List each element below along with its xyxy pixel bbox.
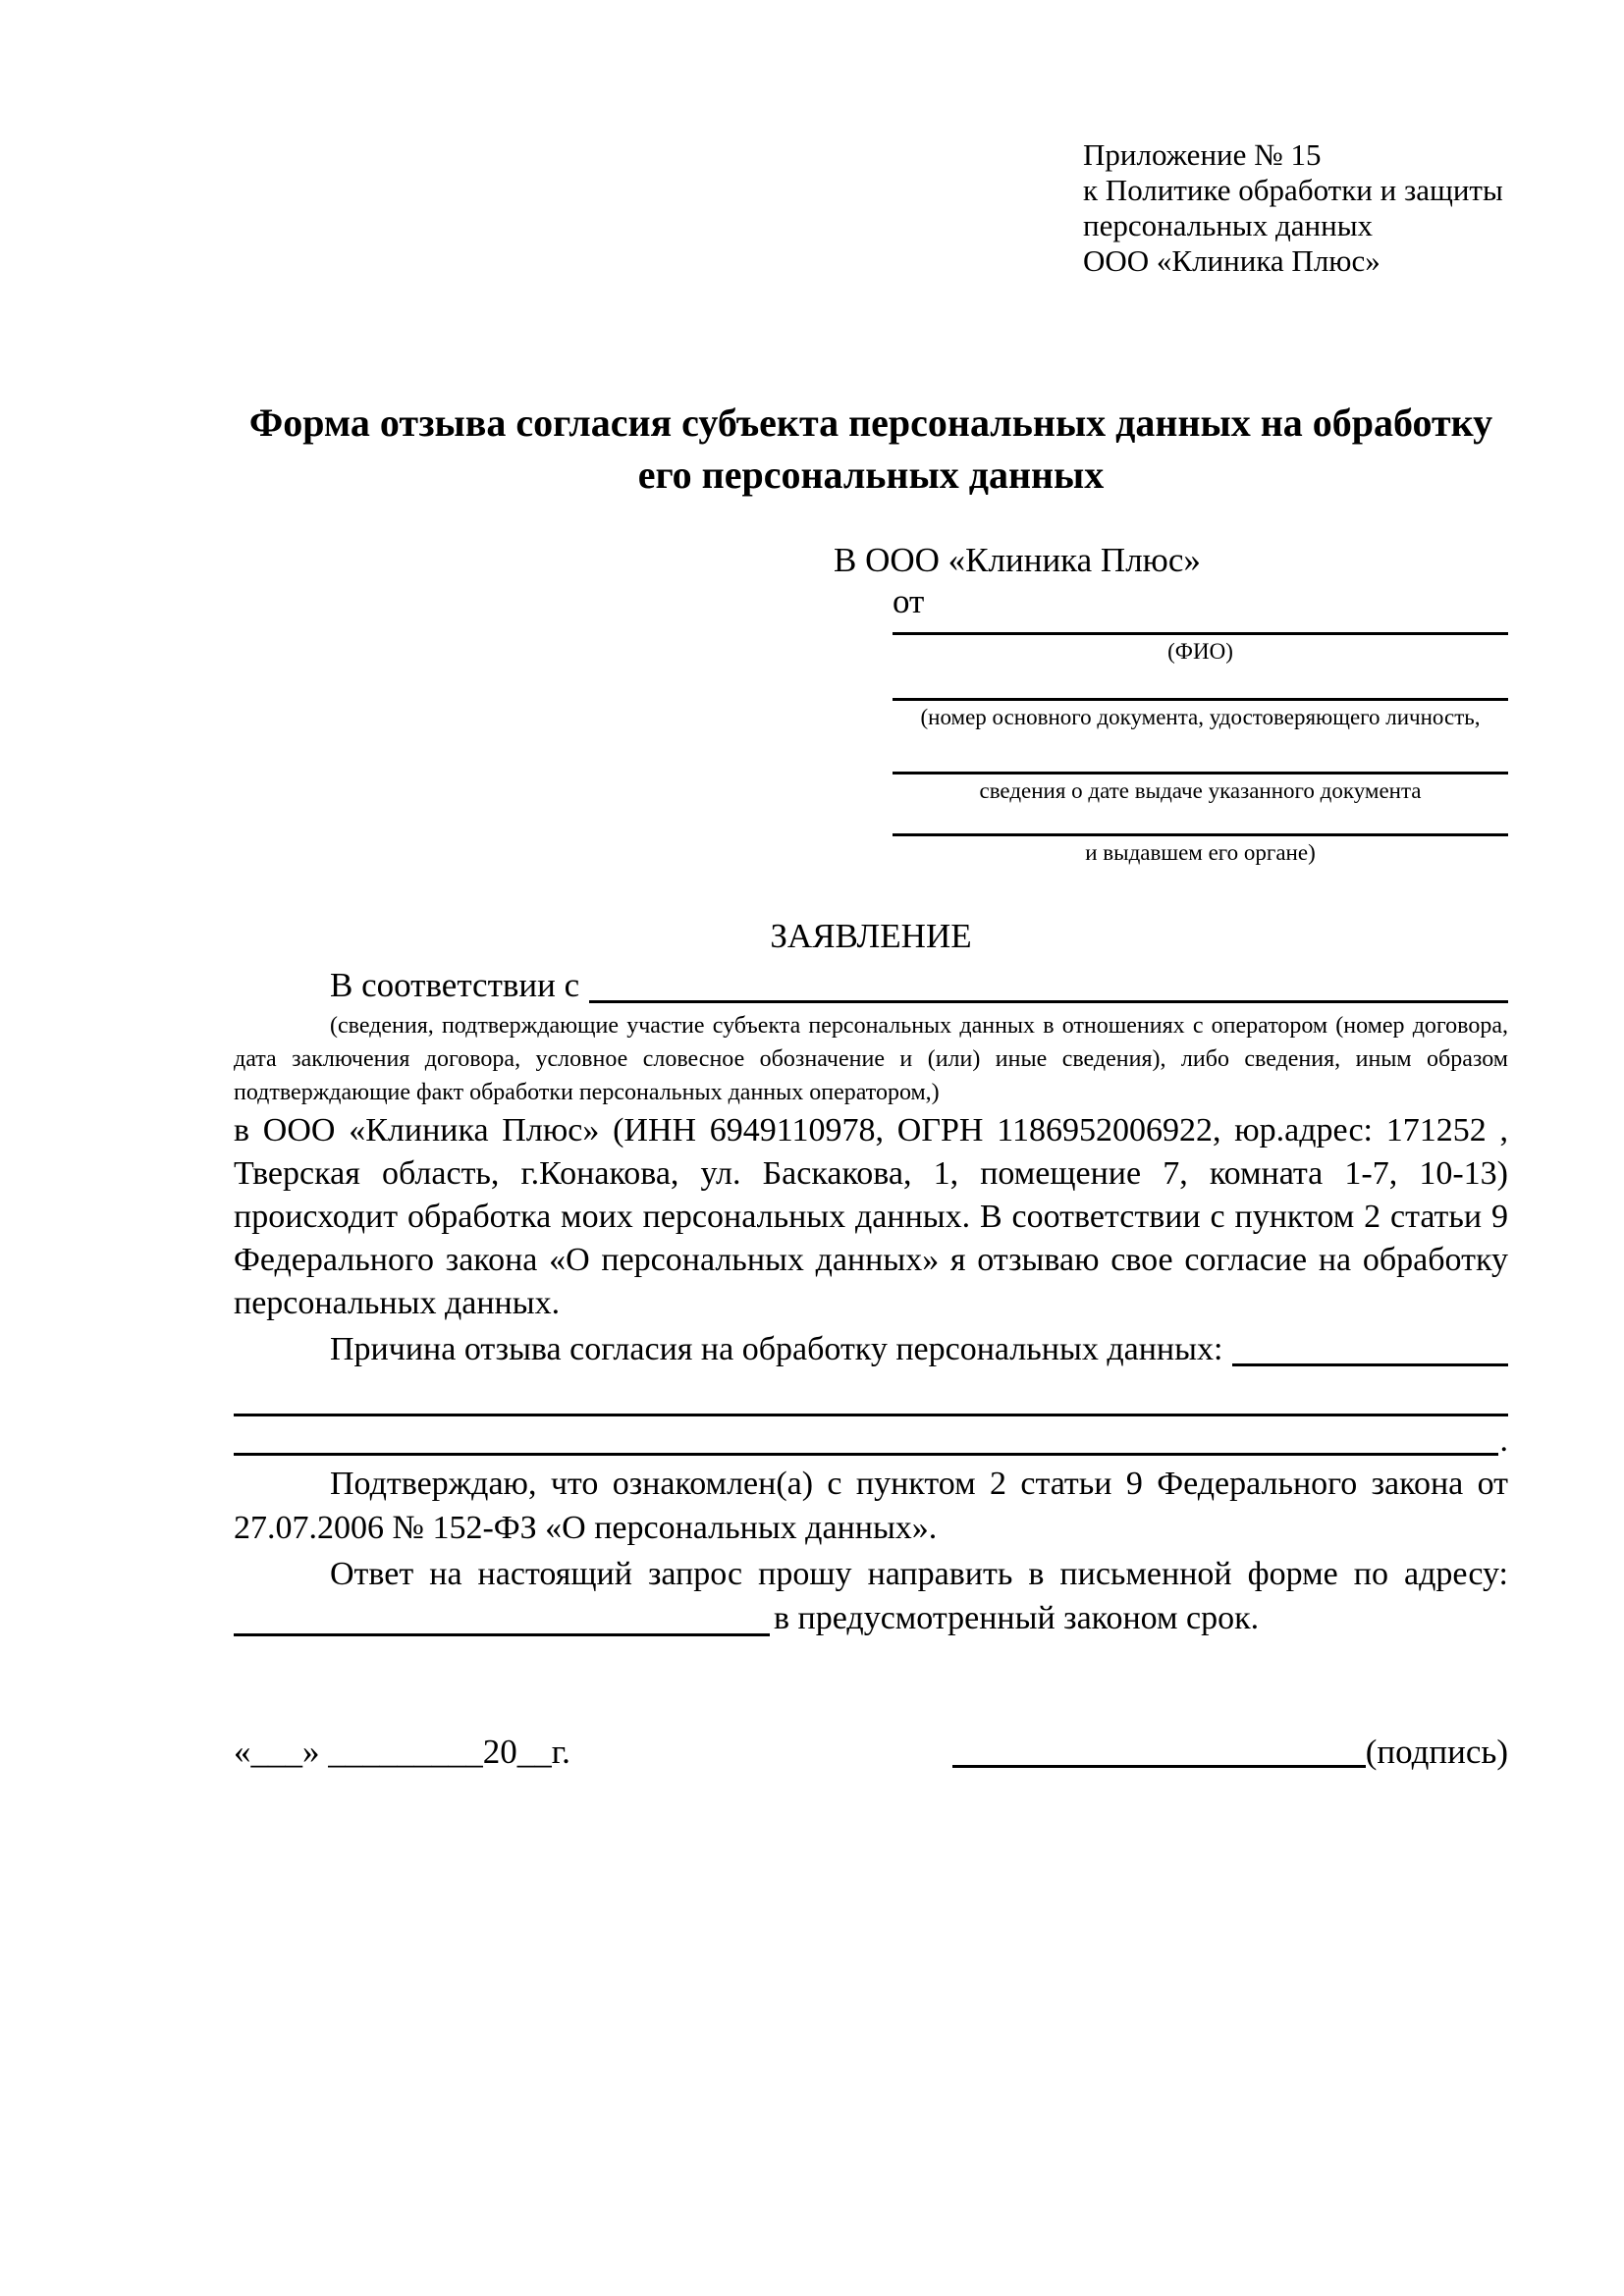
document-title: Форма отзыва согласия субъекта персональных данных на обработку его персональных данных [248, 400, 1493, 497]
addressee-to-line: В ООО «Клиника Плюс» [834, 541, 1201, 579]
issuing-authority-blank [893, 806, 1508, 868]
reason-continuation-line1 [234, 1372, 1508, 1416]
fio-blank-line [893, 622, 1508, 635]
signature-row [234, 1731, 1508, 1774]
identity-document-caption: (номер основного документа, удостоверяющего личность, [920, 705, 1481, 729]
reply-address-blank-line [234, 1633, 770, 1636]
issuing-authority-blank-line [893, 806, 1508, 836]
appendix-header [1083, 137, 1508, 279]
signature-blank-line [952, 1765, 1366, 1768]
date-blank-line: «___» _________20__г. [234, 1733, 570, 1771]
fio-caption: (ФИО) [1167, 639, 1233, 664]
reason-row [234, 1327, 1508, 1372]
issuing-authority-caption: и выдавшем его органе) [1085, 840, 1316, 865]
organization-name-line: ООО «Клиника Плюс» [1083, 243, 1380, 278]
statement-body: в ООО «Клиника Плюс» (ИНН 6949110978, ОГРН 1186952006922, юр.адрес: 171252 , Тверская область, г.Конакова, ул. Баскакова, 1, помещение 7, комната 1-7, 10-13) происходит обработка моих персональных данных. В соответствии с пунктом 2 статьи 9 Федерального закона «О персональных данных» я отзываю свое согласие на обработку персональных данных. [234, 1112, 1508, 1321]
policy-reference-line2: персональных данных [1083, 208, 1374, 242]
intro-blank-line [589, 1000, 1508, 1003]
issue-date-caption: сведения о дате выдаче указанного документа [979, 778, 1422, 803]
identity-document-blank-line [893, 667, 1508, 701]
signature-caption: (подпись) [1365, 1733, 1508, 1771]
identity-document-blank [893, 667, 1508, 732]
reason-continuation-blank [234, 1453, 1498, 1456]
appendix-number-line: Приложение № 15 [1083, 137, 1322, 172]
reason-prefix: Причина отзыва согласия на обработку персональных данных: [330, 1331, 1223, 1367]
confirmation-paragraph: Подтверждаю, что ознакомлен(а) с пунктом 2 статьи 9 Федерального закона от 27.07.2006 № 152-ФЗ «О персональных данных». [234, 1466, 1508, 1546]
reply-suffix: в предусмотренный законом срок. [774, 1600, 1260, 1636]
fine-print-note: (сведения, подтверждающие участие субъекта персональных данных в отношениях с оператором (номер договора, дата заключения договора, условное словесное обозначение и (или) иные сведения), либо сведения, иным образом подтверждающие факт обработки персональных данных оператором,) [234, 1013, 1508, 1105]
reason-blank-line [1232, 1363, 1508, 1366]
reply-address-row [234, 1596, 1508, 1640]
addressee-block [234, 540, 1508, 868]
addressee-from-label: от [893, 582, 925, 620]
reply-request-paragraph: Ответ на настоящий запрос прошу направить в письменной форме по адресу: [330, 1556, 1508, 1592]
fio-blank [893, 622, 1508, 667]
intro-row [234, 962, 1508, 1009]
reason-terminator: . [1499, 1422, 1508, 1459]
statement-heading: ЗАЯВЛЕНИЕ [770, 917, 972, 955]
reason-continuation-line2 [234, 1416, 1508, 1460]
policy-reference-line1: к Политике обработки и защиты [1083, 173, 1503, 207]
issue-date-blank [893, 732, 1508, 806]
intro-prefix: В соответствии с [330, 966, 580, 1004]
signature-group [952, 1731, 1508, 1774]
issue-date-blank-line [893, 732, 1508, 774]
